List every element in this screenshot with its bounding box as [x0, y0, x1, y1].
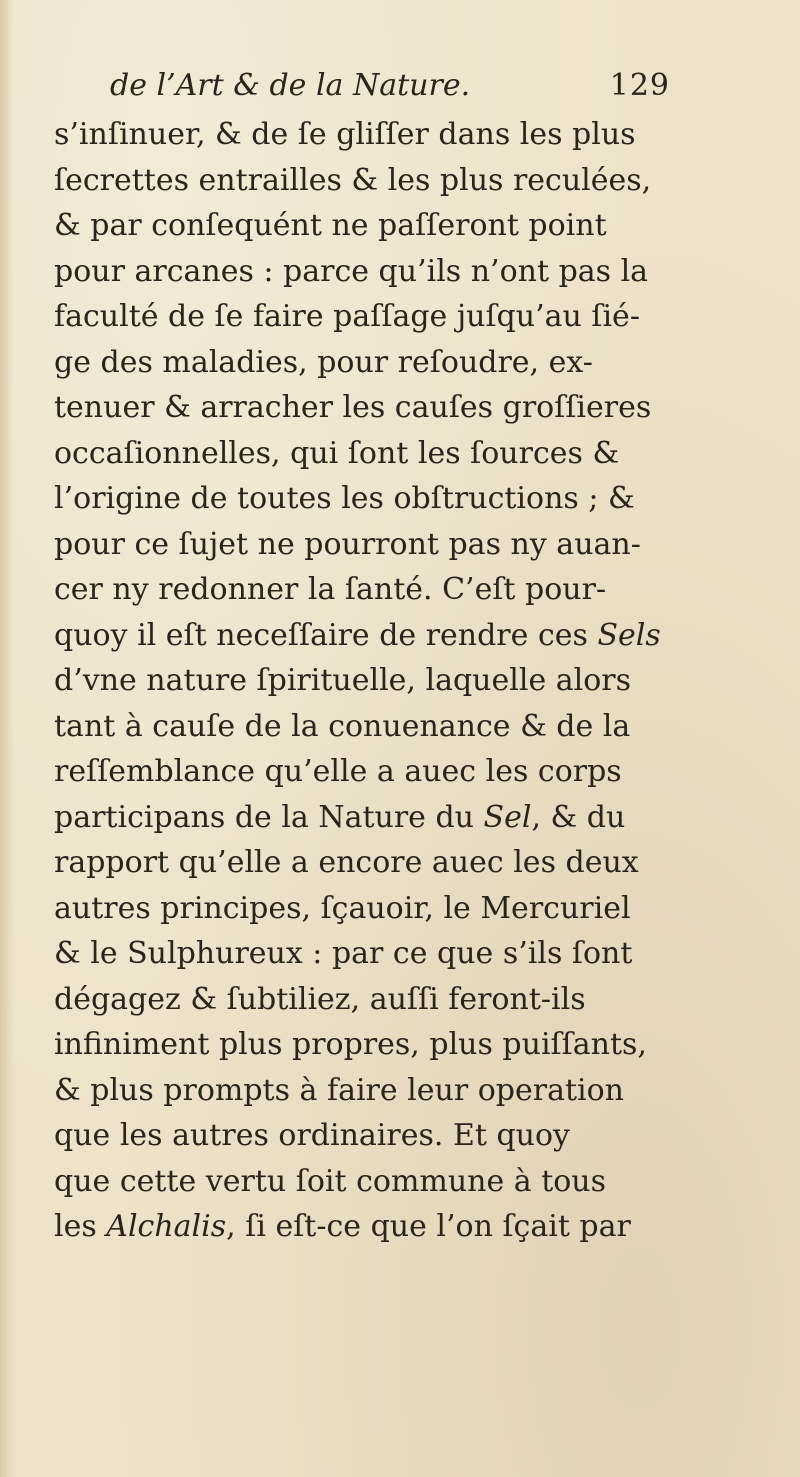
text-line: faculté de ſe faire paſſage juſqu’au ſié-	[54, 299, 640, 334]
text-line: pour ce ſujet ne pourront pas ny auan-	[54, 526, 641, 562]
text-line: s’inſinuer, & de ſe gliſſer dans les plus	[54, 117, 636, 152]
body-text	[54, 112, 754, 1250]
text-line: d’vne nature ſpirituelle, laquelle alors	[54, 663, 632, 698]
text-line: participans de la Nature du Sel, & du	[54, 799, 626, 835]
running-title: de l’Art & de la Nature.	[110, 68, 471, 103]
page-header	[110, 68, 670, 112]
text-line: que les autres ordinaires. Et quoy	[54, 1118, 570, 1153]
text-line: & par conſequént ne paſſeront point	[54, 208, 607, 243]
text-line: & le Sulphureux : par ce que s’ils ſont	[54, 936, 633, 971]
text-line: tant à cauſe de la conuenance & de la	[54, 708, 631, 744]
text-line: les Alchalis, ſi eſt-ce que l’on ſçait par	[54, 1209, 631, 1244]
text-line: pour arcanes : parce qu’ils n’ont pas la	[54, 253, 649, 289]
text-line: dégagez & ſubtiliez, auſſi feront-ils	[54, 981, 586, 1017]
text-line: que cette vertu ſoit commune à tous	[54, 1163, 607, 1199]
text-line: quoy il eſt neceſſaire de rendre ces Sels	[54, 617, 661, 653]
text-line: infiniment plus propres, plus puiſſants,	[54, 1027, 647, 1062]
page-number: 129	[609, 68, 670, 103]
text-line: ſecrettes entrailles & les plus reculées,	[54, 162, 652, 198]
text-line: cer ny redonner la ſanté. C’eſt pour-	[54, 572, 607, 607]
text-line: autres principes, ſçauoir, le Mercuriel	[54, 890, 631, 926]
text-line: & plus prompts à faire leur operation	[54, 1072, 624, 1108]
text-line: reſſemblance qu’elle a auec les corps	[54, 754, 622, 789]
text-line: rapport qu’elle a encore auec les deux	[54, 845, 639, 880]
text-line: ge des maladies, pour reſoudre, ex-	[54, 344, 593, 380]
page-gutter-shadow	[0, 0, 14, 1477]
text-line: l’origine de toutes les obſtructions ; &	[54, 481, 635, 516]
text-line: tenuer & arracher les cauſes groſſieres	[54, 390, 652, 425]
text-line: occaſionnelles, qui ſont les ſources &	[54, 435, 620, 471]
